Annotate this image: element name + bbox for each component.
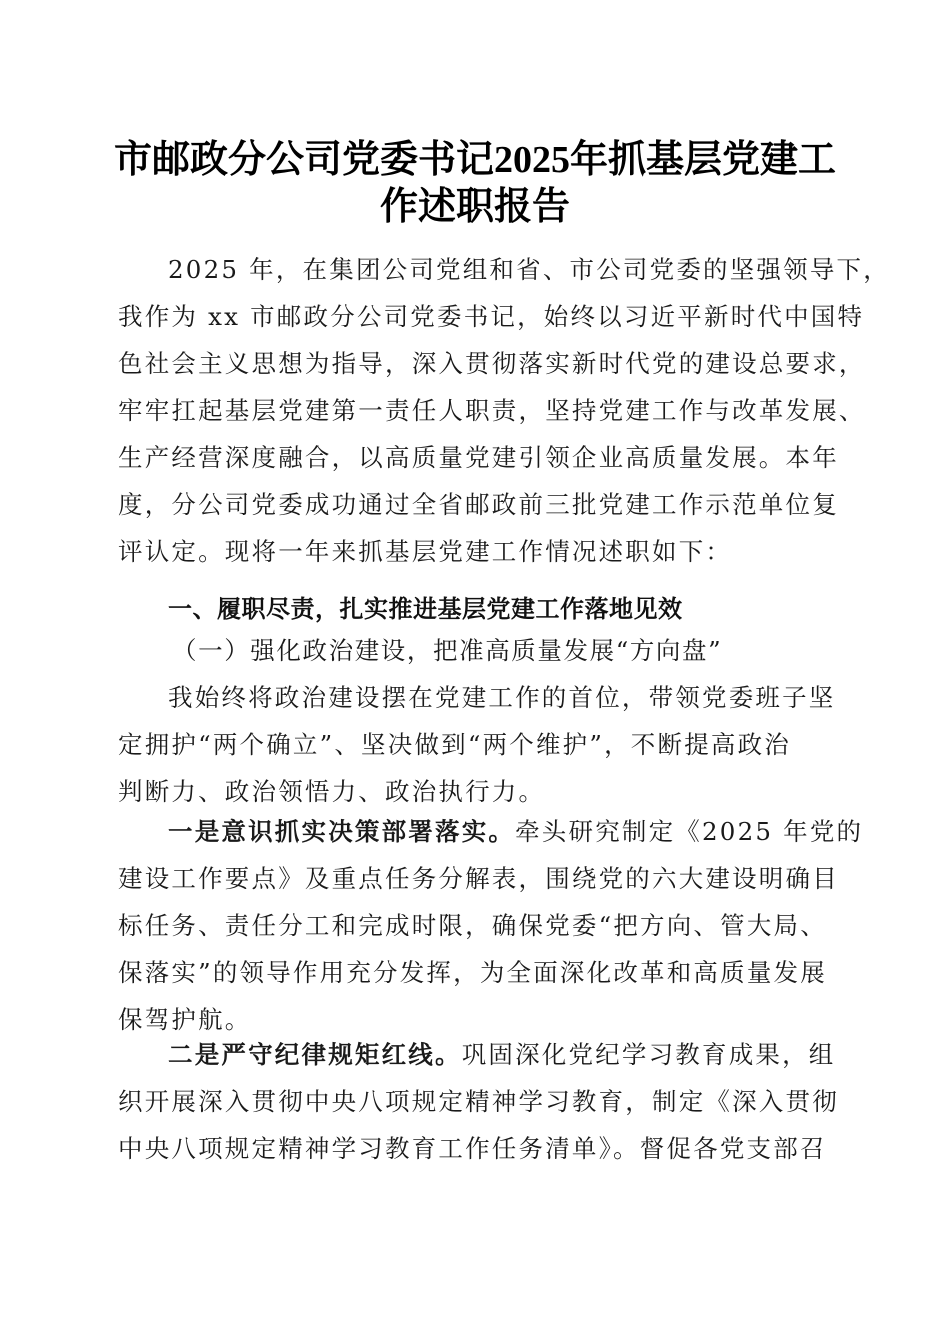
point-1-first-line bbox=[168, 817, 888, 847]
intro-line: 色社会主义思想为指导，深入贯彻落实新时代党的建设总要求， bbox=[118, 349, 866, 378]
paragraph-line: 保驾护航。 bbox=[118, 1005, 252, 1034]
paragraph-line: 织开展深入贯彻中央八项规定精神学习教育，制定《深入贯彻 bbox=[118, 1087, 839, 1116]
intro-line: 度，分公司党委成功通过全省邮政前三批党建工作示范单位复 bbox=[118, 490, 839, 519]
subsection-heading: （一）强化政治建设，把准高质量发展“方向盘” bbox=[172, 636, 723, 665]
point-2-lead: 二是严守纪律规矩红线。 bbox=[168, 1040, 462, 1069]
paragraph-line: 建设工作要点》及重点任务分解表，围绕党的六大建设明确目 bbox=[118, 864, 839, 893]
paragraph-line: 中央八项规定精神学习教育工作任务清单》。督促各党支部召 bbox=[118, 1134, 827, 1163]
intro-line: 2025 年，在集团公司党组和省、市公司党委的坚强领导下， bbox=[168, 255, 890, 284]
intro-line: 我作为 xx 市邮政分公司党委书记，始终以习近平新时代中国特 bbox=[118, 302, 865, 331]
point-1-lead: 一是意识抓实决策部署落实。 bbox=[168, 817, 516, 846]
intro-line: 牢牢扛起基层党建第一责任人职责，坚持党建工作与改革发展、 bbox=[118, 396, 866, 425]
paragraph-line: 判断力、政治领悟力、政治执行力。 bbox=[118, 777, 546, 806]
document-title-line-1: 市邮政分公司党委书记2025年抓基层党建工 bbox=[113, 139, 836, 181]
paragraph-line: 我始终将政治建设摆在党建工作的首位，带领党委班子坚 bbox=[168, 683, 836, 712]
point-2-rest: 巩固深化党纪学习教育成果，组 bbox=[461, 1040, 836, 1069]
paragraph-line: 保落实”的领导作用充分发挥，为全面深化改革和高质量发展 bbox=[118, 958, 827, 987]
paragraph-line: 标任务、责任分工和完成时限，确保党委“把方向、管大局、 bbox=[118, 911, 827, 940]
intro-line: 生产经营深度融合，以高质量党建引领企业高质量发展。本年 bbox=[118, 443, 839, 472]
section-heading: 一、履职尽责，扎实推进基层党建工作落地见效 bbox=[168, 595, 683, 623]
paragraph-line: 定拥护“两个确立”、坚决做到“两个维护”，不断提高政治 bbox=[118, 730, 791, 759]
point-2-first-line bbox=[168, 1040, 888, 1070]
intro-line: 评认定。现将一年来抓基层党建工作情况述职如下： bbox=[118, 537, 733, 566]
point-1-rest: 牵头研究制定《2025 年党的 bbox=[515, 817, 864, 846]
document-title-line-2: 作述职报告 bbox=[379, 186, 570, 228]
